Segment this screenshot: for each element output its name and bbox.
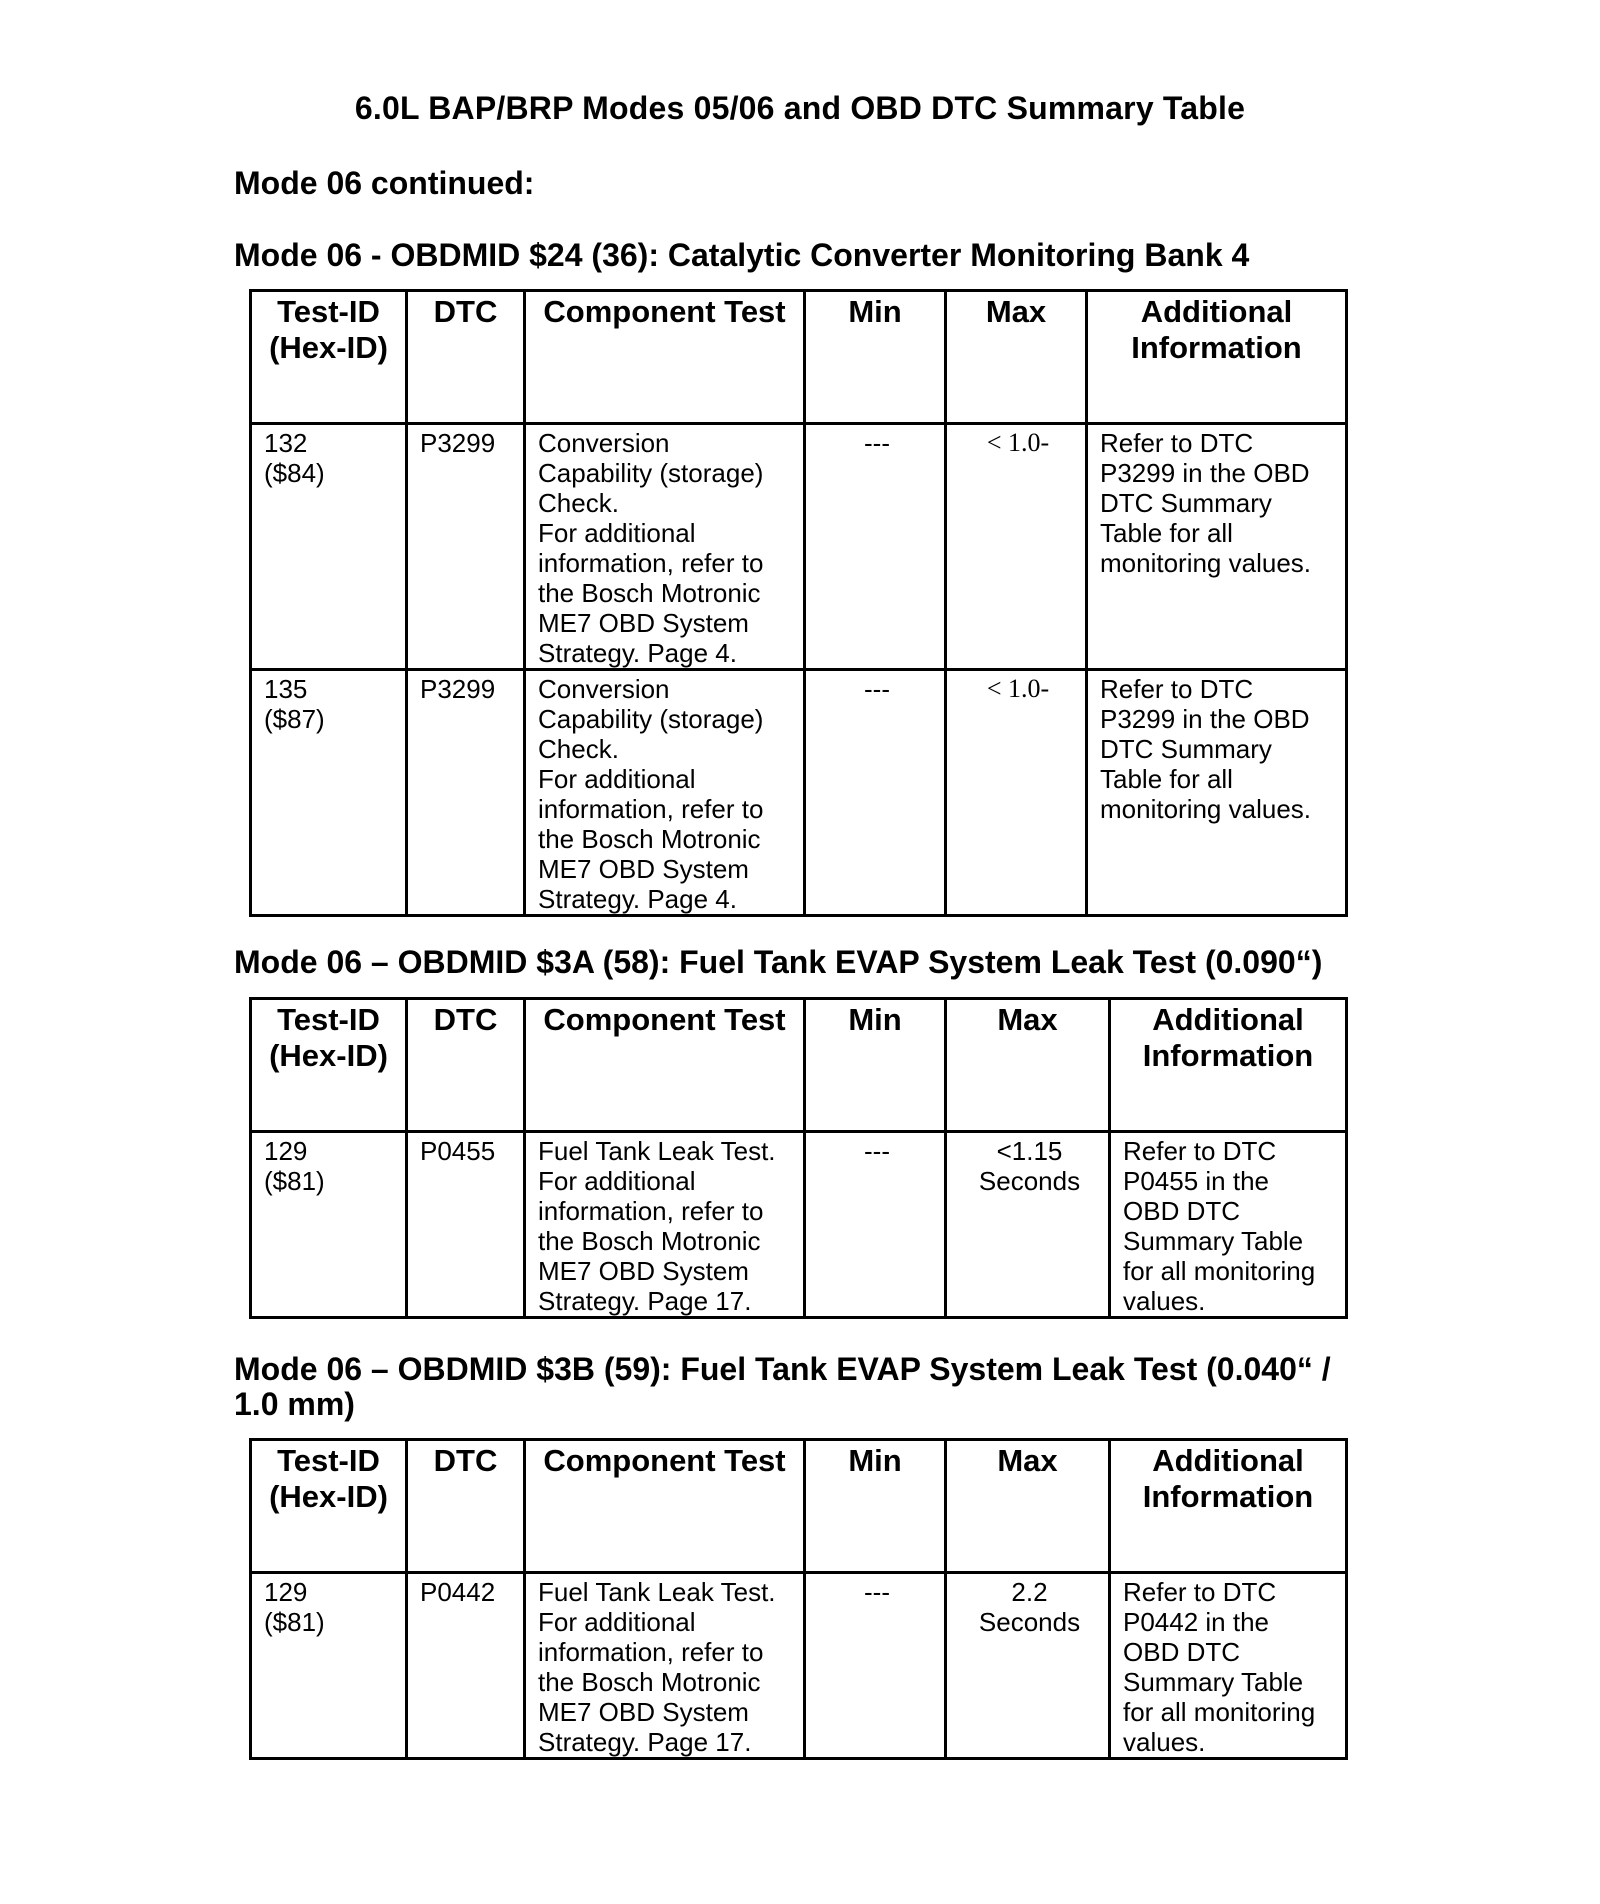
- section-heading-evap-090: Mode 06 – OBDMID $3A (58): Fuel Tank EVAP System Leak Test (0.090“): [234, 944, 1323, 980]
- section-intro: Mode 06 continued:: [234, 165, 535, 201]
- cell-dtc: P0442: [407, 1573, 525, 1759]
- column-header-additional-info: Additional Information: [1087, 291, 1347, 424]
- table-header-row: [251, 291, 1347, 424]
- table-row: [251, 1573, 1347, 1759]
- column-header-min: Min: [805, 291, 946, 424]
- page-title: 6.0L BAP/BRP Modes 05/06 and OBD DTC Summary Table: [354, 90, 1246, 126]
- cell-component-test: Fuel Tank Leak Test. For additional information, refer to the Bosch Motronic ME7 OBD System Strategy. Page 17.: [525, 1573, 805, 1759]
- cell-test-id: 129 ($81): [251, 1573, 407, 1759]
- table-row: [251, 1132, 1347, 1318]
- column-header-component-test: Component Test: [525, 291, 805, 424]
- column-header-additional-info: Additional Information: [1110, 999, 1347, 1132]
- column-header-additional-info: Additional Information: [1110, 1440, 1347, 1573]
- cell-additional-info: Refer to DTC P0442 in the OBD DTC Summary Table for all monitoring values.: [1110, 1573, 1347, 1759]
- cell-max: 2.2 Seconds: [946, 1573, 1110, 1759]
- column-header-max: Max: [946, 1440, 1110, 1573]
- column-header-dtc: DTC: [407, 1440, 525, 1573]
- column-header-component-test: Component Test: [525, 999, 805, 1132]
- section-heading-evap-040: Mode 06 – OBDMID $3B (59): Fuel Tank EVAP System Leak Test (0.040“ / 1.0 mm): [234, 1351, 1331, 1422]
- column-header-dtc: DTC: [407, 999, 525, 1132]
- cell-dtc: P0455: [407, 1132, 525, 1318]
- cell-component-test: Fuel Tank Leak Test. For additional information, refer to the Bosch Motronic ME7 OBD System Strategy. Page 17.: [525, 1132, 805, 1318]
- cell-component-test: Conversion Capability (storage) Check. For additional information, refer to the Bosch Motronic ME7 OBD System Strategy. Page 4.: [525, 424, 805, 670]
- column-header-dtc: DTC: [407, 291, 525, 424]
- table-evap-leak-040: [249, 1438, 1348, 1760]
- table-row: [251, 424, 1347, 670]
- column-header-test-id: Test-ID (Hex-ID): [251, 1440, 407, 1573]
- column-header-min: Min: [805, 999, 946, 1132]
- cell-min: ---: [805, 1573, 946, 1759]
- column-header-component-test: Component Test: [525, 1440, 805, 1573]
- column-header-max: Max: [946, 999, 1110, 1132]
- cell-additional-info: Refer to DTC P3299 in the OBD DTC Summary Table for all monitoring values.: [1087, 670, 1347, 916]
- table-header-row: [251, 999, 1347, 1132]
- column-header-max: Max: [946, 291, 1087, 424]
- table-evap-leak-090: [249, 997, 1348, 1319]
- cell-min: ---: [805, 1132, 946, 1318]
- cell-min: ---: [805, 424, 946, 670]
- cell-component-test: Conversion Capability (storage) Check. For additional information, refer to the Bosch Motronic ME7 OBD System Strategy. Page 4.: [525, 670, 805, 916]
- cell-max: <1.15 Seconds: [946, 1132, 1110, 1318]
- cell-min: ---: [805, 670, 946, 916]
- table-catalytic-converter: [249, 289, 1348, 917]
- cell-additional-info: Refer to DTC P0455 in the OBD DTC Summary Table for all monitoring values.: [1110, 1132, 1347, 1318]
- cell-additional-info: Refer to DTC P3299 in the OBD DTC Summary Table for all monitoring values.: [1087, 424, 1347, 670]
- table-row: [251, 670, 1347, 916]
- table-header-row: [251, 1440, 1347, 1573]
- column-header-test-id: Test-ID (Hex-ID): [251, 291, 407, 424]
- cell-test-id: 135 ($87): [251, 670, 407, 916]
- column-header-min: Min: [805, 1440, 946, 1573]
- section-heading-catalytic: Mode 06 - OBDMID $24 (36): Catalytic Converter Monitoring Bank 4: [234, 237, 1250, 273]
- cell-max: < 1.0-: [946, 670, 1087, 916]
- cell-test-id: 129 ($81): [251, 1132, 407, 1318]
- column-header-test-id: Test-ID (Hex-ID): [251, 999, 407, 1132]
- cell-dtc: P3299: [407, 424, 525, 670]
- cell-dtc: P3299: [407, 670, 525, 916]
- cell-test-id: 132 ($84): [251, 424, 407, 670]
- cell-max: < 1.0-: [946, 424, 1087, 670]
